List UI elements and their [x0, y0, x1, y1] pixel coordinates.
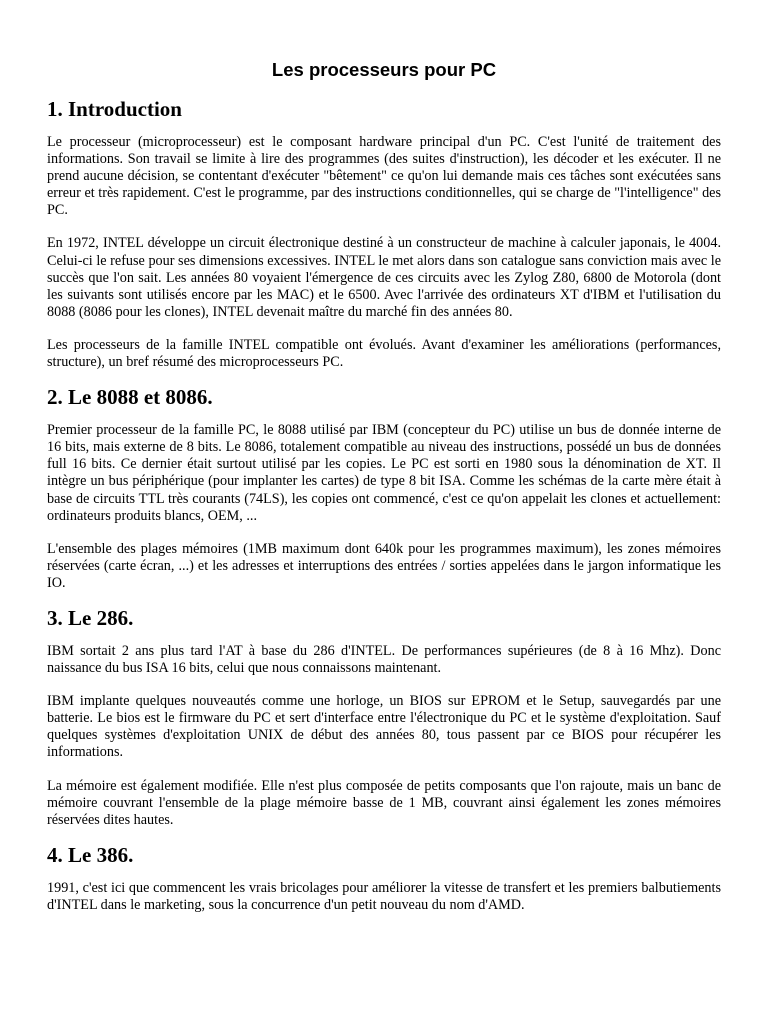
document-title: Les processeurs pour PC — [271, 59, 497, 80]
paragraph: En 1972, INTEL développe un circuit électronique destiné à un constructeur de machine à calculer japonais, le 4004. Celui-ci le refuse pour ses dimensions excessives. INTEL le met alors dans son catalogue sans conviction mais avec le succès que l'on sait. Les années 80 voyaient l'émergence de ces circuits avec les Zylog Z80, 6800 de Motorola (dont les suivants sont utilisés encore par les MAC) et le 6500. Avec l'arrivée des ordinateurs XT d'IBM et l'utilisation du 8088 (8086 pour les clones), INTEL devenait maître du marché fin des années 80. — [47, 235, 721, 320]
document-page — [47, 58, 721, 930]
paragraph: Le processeur (microprocesseur) est le composant hardware principal d'un PC. C'est l'unité de traitement des informations. Son travail se limite à lire des programmes (des suites d'instruction), les décoder et les exécuter. Il ne prend aucune décision, se contentant d'exécuter "bêtement" ce qu'on lui demande mais ces tâches sont exécutées sans erreur et très rapidement. C'est le programme, par des instructions conditionnelles, qui se charge de "l'intelligence" des PC. — [47, 134, 721, 219]
section-heading: 1. Introduction — [47, 97, 182, 121]
paragraph: L'ensemble des plages mémoires (1MB maximum dont 640k pour les programmes maximum), les zones mémoires réservées (carte écran, ...) et les adresses et interruptions des entrées / sorties appelées dans le jargon informatique les IO. — [47, 540, 721, 591]
section-heading: 4. Le 386. — [47, 842, 134, 867]
paragraph: Premier processeur de la famille PC, le 8088 utilisé par IBM (concepteur du PC) utilise un bus de donnée interne de 16 bits, mais externe de 8 bits. Le 8086, totalement compatible au niveau des instructions, possédé un bus de données full 16 bits. Ce dernier était surtout utilisé par les copies. Le PC est sorti en 1980 sous la dénomination de XT. Il intègre un bus périphérique (pour implanter les cartes) de type 8 bit ISA. Comme les schémas de la carte mère était à base de circuits TTL très courants (74LS), les copies ont commencé, c'est ce qu'on appelait les clones et actuellement: ordinateurs produits blancs, OEM, ... — [47, 422, 721, 524]
section-386 — [47, 842, 721, 914]
paragraph: La mémoire est également modifiée. Elle n'est plus composée de petits composants que l'on rajoute, mais un banc de mémoire couvrant l'ensemble de la plage mémoire basse de 1 MB, couvrant ainsi également les zones mémoires réservées dites hautes. — [47, 777, 721, 828]
paragraph: 1991, c'est ici que commencent les vrais bricolages pour améliorer la vitesse de transfert et les premiers balbutiements d'INTEL dans le marketing, sous la concurrence d'un petit nouveau du nom d'AMD. — [47, 879, 721, 913]
section-heading: 2. Le 8088 et 8086. — [47, 385, 213, 410]
section-286 — [47, 605, 721, 829]
section-heading: 3. Le 286. — [47, 605, 134, 630]
paragraph: IBM implante quelques nouveautés comme une horloge, un BIOS sur EPROM et le Setup, sauvegardés par une batterie. Le bios est le firmware du PC et sert d'interface entre l'électronique du PC et le système d'exploitation. Sauf quelques systèmes d'exploitation UNIX de début des années 80, tous passent par ce BIOS pour récupérer les informations. — [47, 693, 721, 761]
section-introduction — [47, 96, 721, 371]
paragraph: Les processeurs de la famille INTEL compatible ont évolués. Avant d'examiner les améliorations (performances, structure), un bref résumé des microprocesseurs PC. — [47, 336, 721, 371]
section-8088-8086 — [47, 384, 721, 592]
paragraph: IBM sortait 2 ans plus tard l'AT à base du 286 d'INTEL. De performances supérieures (de 8 à 16 Mhz). Donc naissance du bus ISA 16 bits, celui que nous connaissons maintenant. — [47, 642, 721, 677]
